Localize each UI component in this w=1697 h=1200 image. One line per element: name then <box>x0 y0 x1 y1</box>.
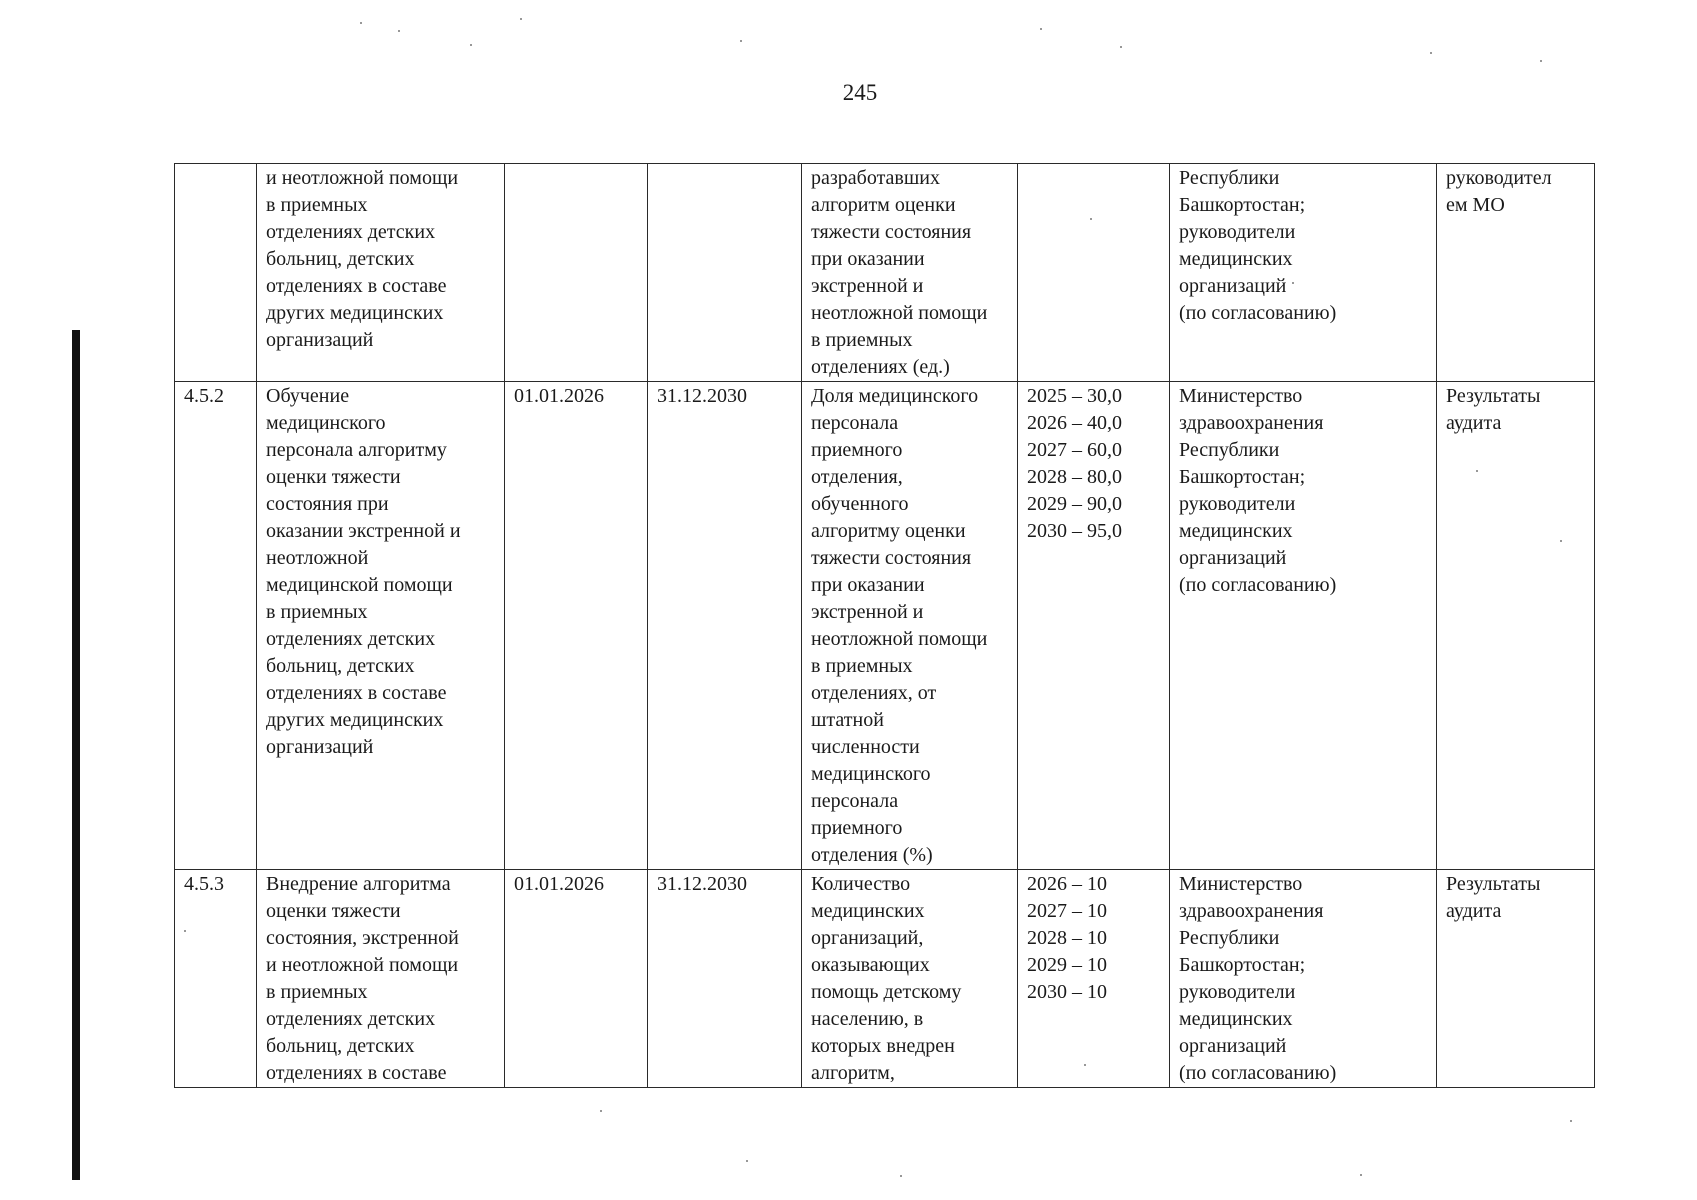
cell-number: 4.5.3 <box>175 870 257 1088</box>
cell-number <box>175 164 257 382</box>
cell-values: 2026 – 10 2027 – 10 2028 – 10 2029 – 10 2030 – 10 <box>1018 870 1170 1088</box>
page-number: 245 <box>842 80 878 105</box>
cell-result: Результаты аудита <box>1437 382 1595 870</box>
table-row-4-5-3 <box>175 870 1595 1088</box>
cell-responsible: Министерство здравоохранения Республики Башкортостан; руководители медицинских организаций (по согласованию) <box>1170 382 1437 870</box>
cell-indicator: Количество медицинских организаций, оказывающих помощь детскому населению, в которых внедрен алгоритм, <box>802 870 1018 1088</box>
cell-indicator: Доля медицинского персонала приемного отделения, обученного алгоритму оценки тяжести состояния при оказании экстренной и неотложной помощи в приемных отделениях, от штатной численности медицинского персонала приемного отделения (%) <box>802 382 1018 870</box>
cell-start-date: 01.01.2026 <box>505 870 648 1088</box>
plan-table <box>174 163 1595 1088</box>
cell-activity: и неотложной помощи в приемных отделениях детских больниц, детских отделениях в составе других медицинских организаций <box>257 164 505 382</box>
cell-values <box>1018 164 1170 382</box>
cell-activity: Обучение медицинского персонала алгоритму оценки тяжести состояния при оказании экстренной и неотложной медицинской помощи в приемных отделениях детских больниц, детских отделениях в составе других медицинских организаций <box>257 382 505 870</box>
cell-responsible: Министерство здравоохранения Республики Башкортостан; руководители медицинских организаций (по согласованию) <box>1170 870 1437 1088</box>
cell-start-date: 01.01.2026 <box>505 382 648 870</box>
cell-end-date: 31.12.2030 <box>648 382 802 870</box>
cell-start-date <box>505 164 648 382</box>
table-row-4-5-2 <box>175 382 1595 870</box>
cell-activity: Внедрение алгоритма оценки тяжести состояния, экстренной и неотложной помощи в приемных отделениях детских больниц, детских отделениях в составе <box>257 870 505 1088</box>
cell-result: руководител ем МО <box>1437 164 1595 382</box>
cell-responsible: Республики Башкортостан; руководители медицинских организаций (по согласованию) <box>1170 164 1437 382</box>
cell-number: 4.5.2 <box>175 382 257 870</box>
cell-result: Результаты аудита <box>1437 870 1595 1088</box>
scan-edge-bar <box>72 330 80 1180</box>
cell-end-date: 31.12.2030 <box>648 870 802 1088</box>
cell-values: 2025 – 30,0 2026 – 40,0 2027 – 60,0 2028 – 80,0 2029 – 90,0 2030 – 95,0 <box>1018 382 1170 870</box>
cell-indicator: разработавших алгоритм оценки тяжести состояния при оказании экстренной и неотложной помощи в приемных отделениях (ед.) <box>802 164 1018 382</box>
cell-end-date <box>648 164 802 382</box>
table-row-continuation <box>175 164 1595 382</box>
